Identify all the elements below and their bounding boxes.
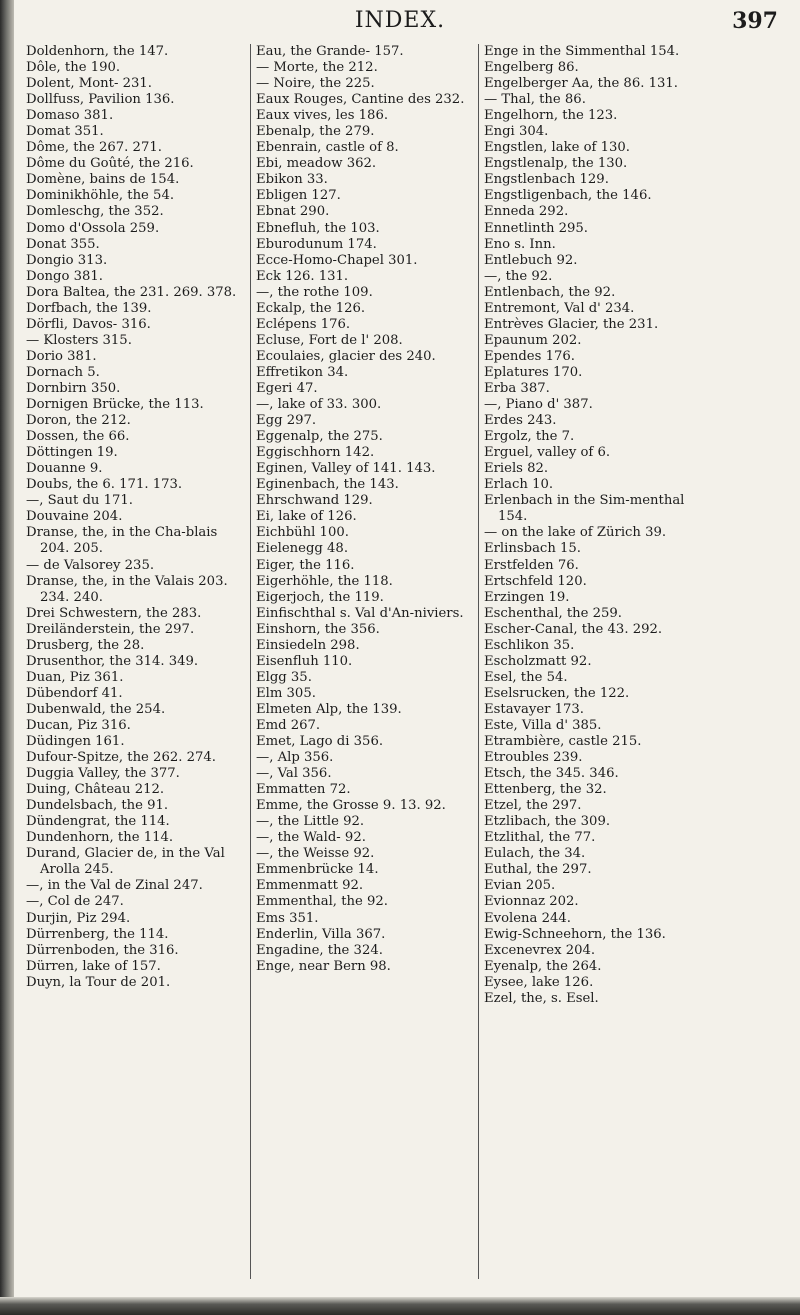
index-entry: Estavayer 173. bbox=[484, 701, 584, 717]
index-entry: Esel, the 54. bbox=[484, 669, 568, 685]
index-entry: Enderlin, Villa 367. bbox=[256, 926, 386, 942]
index-entry: Eichbühl 100. bbox=[256, 525, 349, 541]
index-entry: —, Piano d' 387. bbox=[484, 397, 593, 413]
index-column-1 bbox=[26, 44, 248, 1284]
index-entry: Ebligen 127. bbox=[256, 188, 341, 204]
index-entry: Ecce-Homo-Chapel 301. bbox=[256, 252, 418, 268]
index-entry: Duyn, la Tour de 201. bbox=[26, 974, 171, 990]
index-entry: —, Val 356. bbox=[256, 766, 332, 782]
index-entry: Dornbirn 350. bbox=[26, 380, 121, 396]
index-entry: Ems 351. bbox=[256, 910, 319, 926]
index-entry: Einshorn, the 356. bbox=[256, 621, 380, 637]
index-entry: Dominikhöhle, the 54. bbox=[26, 188, 175, 204]
index-entry: Eriels 82. bbox=[484, 461, 549, 477]
index-entry: Eysee, lake 126. bbox=[484, 974, 594, 990]
index-entry: Elmeten Alp, the 139. bbox=[256, 701, 402, 717]
index-entry: Dollfuss, Pavilion 136. bbox=[26, 92, 175, 108]
index-entry: Eclépens 176. bbox=[256, 316, 351, 332]
index-entry: Domo d'Ossola 259. bbox=[26, 220, 160, 236]
index-entry: Etzlibach, the 309. bbox=[484, 814, 611, 830]
index-entry: Erlenbach in the Sim-menthal 154. bbox=[484, 493, 685, 525]
index-entry: Egeri 47. bbox=[256, 380, 318, 396]
index-entry: — de Valsorey 235. bbox=[26, 557, 155, 573]
index-entry: Ecoulaies, glacier des 240. bbox=[256, 348, 436, 364]
index-entry: Emmenthal, the 92. bbox=[256, 894, 388, 910]
index-entry: Effretikon 34. bbox=[256, 364, 349, 380]
index-entry: Düdingen 161. bbox=[26, 734, 125, 750]
index-entry: Euthal, the 297. bbox=[484, 862, 592, 878]
index-entry: Etrambière, castle 215. bbox=[484, 734, 642, 750]
index-entry: Eaux vives, les 186. bbox=[256, 108, 389, 124]
index-entry: Erzingen 19. bbox=[484, 589, 570, 605]
index-entry: Drusenthor, the 314. 349. bbox=[26, 653, 199, 669]
index-entry: Eck 126. 131. bbox=[256, 268, 349, 284]
index-entry: —, the 92. bbox=[484, 268, 553, 284]
index-entry: Epaunum 202. bbox=[484, 332, 582, 348]
running-title: INDEX. bbox=[354, 8, 446, 33]
index-entry: Ennetlinth 295. bbox=[484, 220, 588, 236]
index-entry: Erdes 243. bbox=[484, 413, 557, 429]
index-entry: Erba 387. bbox=[484, 380, 550, 396]
index-entry: Dürrenboden, the 316. bbox=[26, 942, 179, 958]
index-entry: Ezel, the, s. Esel. bbox=[484, 990, 599, 1006]
index-entry: — Morte, the 212. bbox=[256, 60, 378, 76]
index-entry: Evian 205. bbox=[484, 878, 556, 894]
index-entry: Eisenfluh 110. bbox=[256, 653, 353, 669]
index-entry: Ebenrain, castle of 8. bbox=[256, 140, 399, 156]
index-entry: Eselsrucken, the 122. bbox=[484, 685, 630, 701]
index-entry: Dornach 5. bbox=[26, 364, 100, 380]
index-entry: Duan, Piz 361. bbox=[26, 669, 124, 685]
index-entry: Enge, near Bern 98. bbox=[256, 958, 391, 974]
index-entry: Ebenalp, the 279. bbox=[256, 124, 375, 140]
index-entry: —, in the Val de Zinal 247. bbox=[26, 878, 203, 894]
index-entry: Ebi, meadow 362. bbox=[256, 156, 377, 172]
column-divider bbox=[478, 44, 479, 1279]
index-entry: Ewig-Schneehorn, the 136. bbox=[484, 926, 666, 942]
index-entry: Eigerhöhle, the 118. bbox=[256, 573, 393, 589]
index-entry: — on the lake of Zürich 39. bbox=[484, 525, 667, 541]
page-number: 397 bbox=[732, 8, 778, 34]
index-entry: Eyenalp, the 264. bbox=[484, 958, 602, 974]
index-entry: Dundenhorn, the 114. bbox=[26, 830, 174, 846]
index-entry: Durand, Glacier de, in the Val Arolla 245. bbox=[26, 846, 225, 878]
index-entry: Douvaine 204. bbox=[26, 509, 123, 525]
index-entry: Etzel, the 297. bbox=[484, 798, 582, 814]
index-entry: Dranse, the, in the Cha-blais 204. 205. bbox=[26, 525, 218, 557]
index-entry: Eschenthal, the 259. bbox=[484, 605, 622, 621]
index-entry: Domène, bains de 154. bbox=[26, 172, 180, 188]
index-entry: Engelberger Aa, the 86. 131. bbox=[484, 76, 678, 92]
index-entry: —, the Weisse 92. bbox=[256, 846, 375, 862]
index-entry: Douanne 9. bbox=[26, 461, 103, 477]
index-entry: Erlach 10. bbox=[484, 477, 554, 493]
index-entry: Dornigen Brücke, the 113. bbox=[26, 397, 204, 413]
index-entry: Ebnat 290. bbox=[256, 204, 330, 220]
index-entry: Dorio 381. bbox=[26, 348, 97, 364]
index-entry: Dürrenberg, the 114. bbox=[26, 926, 169, 942]
index-entry: Engstlenbach 129. bbox=[484, 172, 609, 188]
index-entry: Emd 267. bbox=[256, 717, 321, 733]
index-entry: Egg 297. bbox=[256, 413, 317, 429]
index-entry: — Klosters 315. bbox=[26, 332, 132, 348]
index-entry: Ecluse, Fort de l' 208. bbox=[256, 332, 403, 348]
index-entry: Emmenmatt 92. bbox=[256, 878, 364, 894]
index-entry: Etroubles 239. bbox=[484, 750, 583, 766]
index-entry: Durjin, Piz 294. bbox=[26, 910, 131, 926]
index-entry: Eno s. Inn. bbox=[484, 236, 556, 252]
index-entry: Engadine, the 324. bbox=[256, 942, 383, 958]
index-entry: Domleschg, the 352. bbox=[26, 204, 164, 220]
index-entry: Erstfelden 76. bbox=[484, 557, 579, 573]
index-entry: Ertschfeld 120. bbox=[484, 573, 587, 589]
index-entry: — Thal, the 86. bbox=[484, 92, 586, 108]
index-entry: Evolena 244. bbox=[484, 910, 571, 926]
index-entry: Ei, lake of 126. bbox=[256, 509, 357, 525]
index-entry: Elgg 35. bbox=[256, 669, 312, 685]
index-entry: Ettenberg, the 32. bbox=[484, 782, 607, 798]
index-entry: Eulach, the 34. bbox=[484, 846, 586, 862]
index-entry: Doubs, the 6. 171. 173. bbox=[26, 477, 183, 493]
index-entry: Einfischthal s. Val d'An-niviers. bbox=[256, 605, 464, 621]
index-entry: Enneda 292. bbox=[484, 204, 569, 220]
index-entry: Entrèves Glacier, the 231. bbox=[484, 316, 659, 332]
index-entry: Eschlikon 35. bbox=[484, 637, 575, 653]
index-entry: Dôme du Goûté, the 216. bbox=[26, 156, 194, 172]
index-entry: Engelhorn, the 123. bbox=[484, 108, 618, 124]
index-entry: Dôle, the 190. bbox=[26, 60, 121, 76]
scan-bottom-edge bbox=[0, 1297, 800, 1315]
index-entry: Eaux Rouges, Cantine des 232. bbox=[256, 92, 465, 108]
index-entry: Engi 304. bbox=[484, 124, 549, 140]
index-entry: Dongo 381. bbox=[26, 268, 103, 284]
index-entry: —, lake of 33. 300. bbox=[256, 397, 382, 413]
index-entry: Engstlenalp, the 130. bbox=[484, 156, 628, 172]
index-entry: Eielenegg 48. bbox=[256, 541, 349, 557]
index-entry: Dufour-Spitze, the 262. 274. bbox=[26, 750, 216, 766]
index-entry: Eginenbach, the 143. bbox=[256, 477, 399, 493]
index-entry: Ehrschwand 129. bbox=[256, 493, 373, 509]
index-entry: —, Col de 247. bbox=[26, 894, 124, 910]
index-column-3 bbox=[484, 44, 714, 1284]
index-entry: Escholzmatt 92. bbox=[484, 653, 592, 669]
index-entry: Doldenhorn, the 147. bbox=[26, 44, 169, 59]
index-entry: Dolent, Mont- 231. bbox=[26, 76, 152, 92]
index-entry: Eckalp, the 126. bbox=[256, 300, 366, 316]
index-entry: Ependes 176. bbox=[484, 348, 575, 364]
index-entry: —, Alp 356. bbox=[256, 750, 334, 766]
index-entry: Ebnefluh, the 103. bbox=[256, 220, 380, 236]
index-entry: Excenevrex 204. bbox=[484, 942, 596, 958]
index-entry: Dora Baltea, the 231. 269. 378. bbox=[26, 284, 237, 300]
index-entry: Döttingen 19. bbox=[26, 445, 118, 461]
index-entry: Erguel, valley of 6. bbox=[484, 445, 611, 461]
index-entry: Dubenwald, the 254. bbox=[26, 701, 166, 717]
index-entry: Dongio 313. bbox=[26, 252, 108, 268]
index-entry: Domat 351. bbox=[26, 124, 104, 140]
index-entry: Donat 355. bbox=[26, 236, 100, 252]
index-entry: Dübendorf 41. bbox=[26, 685, 123, 701]
index-entry: Doron, the 212. bbox=[26, 413, 131, 429]
index-entry: Drusberg, the 28. bbox=[26, 637, 145, 653]
index-entry: Dündengrat, the 114. bbox=[26, 814, 170, 830]
index-entry: — Noire, the 225. bbox=[256, 76, 375, 92]
index-entry: Ergolz, the 7. bbox=[484, 429, 575, 445]
column-divider bbox=[250, 44, 251, 1279]
index-entry: Engstligenbach, the 146. bbox=[484, 188, 652, 204]
page-header bbox=[0, 4, 800, 40]
index-entry: Erlinsbach 15. bbox=[484, 541, 581, 557]
index-column-2 bbox=[256, 44, 476, 1284]
index-entry: Emet, Lago di 356. bbox=[256, 734, 384, 750]
index-entry: —, the Little 92. bbox=[256, 814, 365, 830]
index-entry: Engstlen, lake of 130. bbox=[484, 140, 630, 156]
index-entry: Emme, the Grosse 9. 13. 92. bbox=[256, 798, 446, 814]
index-entry: Elm 305. bbox=[256, 685, 316, 701]
index-entry: Entlenbach, the 92. bbox=[484, 284, 616, 300]
index-entry: Escher-Canal, the 43. 292. bbox=[484, 621, 663, 637]
index-entry: Dundelsbach, the 91. bbox=[26, 798, 169, 814]
index-entry: Evionnaz 202. bbox=[484, 894, 579, 910]
index-entry: Drei Schwestern, the 283. bbox=[26, 605, 202, 621]
index-entry: Eburodunum 174. bbox=[256, 236, 377, 252]
index-entry: Dürren, lake of 157. bbox=[26, 958, 161, 974]
index-entry: —, Saut du 171. bbox=[26, 493, 133, 509]
index-entry: Entlebuch 92. bbox=[484, 252, 578, 268]
index-entry: Eplatures 170. bbox=[484, 364, 583, 380]
index-entry: Este, Villa d' 385. bbox=[484, 717, 602, 733]
index-entry: Eginen, Valley of 141. 143. bbox=[256, 461, 436, 477]
index-entry: Eggenalp, the 275. bbox=[256, 429, 383, 445]
page-binding-edge bbox=[0, 0, 14, 1315]
index-entry: Dôme, the 267. 271. bbox=[26, 140, 162, 156]
index-entry: Duing, Château 212. bbox=[26, 782, 165, 798]
index-entry: Dörfli, Davos- 316. bbox=[26, 316, 151, 332]
index-entry: Dossen, the 66. bbox=[26, 429, 130, 445]
index-entry: Domaso 381. bbox=[26, 108, 114, 124]
index-entry: Etzlithal, the 77. bbox=[484, 830, 596, 846]
index-entry: Eigerjoch, the 119. bbox=[256, 589, 384, 605]
index-entry: Ducan, Piz 316. bbox=[26, 717, 131, 733]
index-entry: Eiger, the 116. bbox=[256, 557, 355, 573]
index-entry: Engelberg 86. bbox=[484, 60, 579, 76]
index-entry: Dranse, the, in the Valais 203. 234. 240. bbox=[26, 573, 228, 605]
index-entry: Eggischhorn 142. bbox=[256, 445, 375, 461]
index-entry: Emmenbrücke 14. bbox=[256, 862, 379, 878]
index-entry: Entremont, Val d' 234. bbox=[484, 300, 635, 316]
index-entry: Ebikon 33. bbox=[256, 172, 328, 188]
index-entry: Dorfbach, the 139. bbox=[26, 300, 152, 316]
index-entry: Duggia Valley, the 377. bbox=[26, 766, 180, 782]
index-entry: Dreiländerstein, the 297. bbox=[26, 621, 195, 637]
index-entry: Etsch, the 345. 346. bbox=[484, 766, 619, 782]
index-entry: Einsiedeln 298. bbox=[256, 637, 360, 653]
index-entry: Eau, the Grande- 157. bbox=[256, 44, 404, 59]
index-entry: —, the Wald- 92. bbox=[256, 830, 366, 846]
index-entry: Enge in the Simmenthal 154. bbox=[484, 44, 680, 59]
index-entry: Emmatten 72. bbox=[256, 782, 351, 798]
index-entry: —, the rothe 109. bbox=[256, 284, 373, 300]
